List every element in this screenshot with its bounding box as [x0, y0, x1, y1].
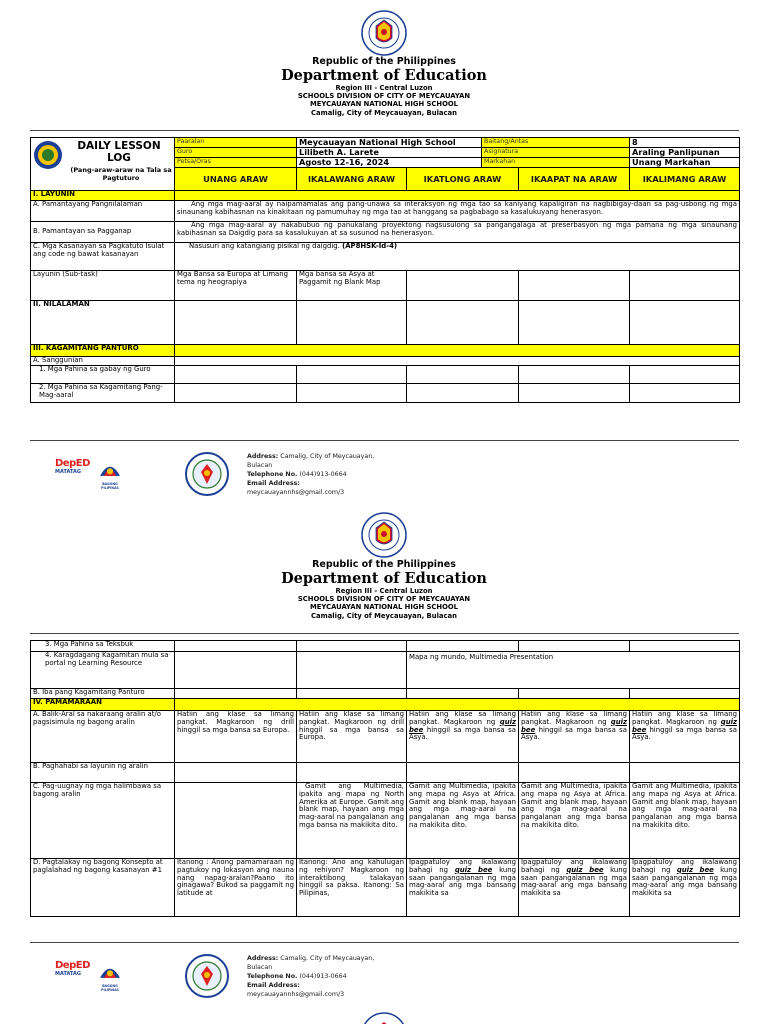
bagong-pilipinas-logo [93, 456, 127, 490]
pagtalakay-day-5 [630, 859, 740, 917]
guro-label: Guro [175, 148, 297, 158]
day-1-header: UNANG ARAW [175, 168, 297, 191]
dll-title-cell [31, 138, 175, 191]
balik-aral-day-4-pre: Hatiin ang klase sa limang pangkat. Magkaroon ng [521, 710, 627, 726]
school-seal-icon [185, 452, 229, 496]
day-5-header: IKALIMANG ARAW [630, 168, 740, 191]
pahina-gabay-day-1 [175, 366, 297, 384]
address-value: Camalig, City of Meycauayan, Bulacan [247, 453, 375, 469]
page-2 [0, 500, 768, 1024]
next-page-seal-icon [361, 1012, 407, 1024]
paaralan-label: Paaralan [175, 138, 297, 148]
markahan-value: Unang Markahan [630, 158, 740, 168]
pahina-kagamitan-day-5 [630, 384, 740, 403]
address-label-2: Address: [247, 955, 279, 962]
karagdagan-day-2 [297, 652, 407, 689]
telephone-label: Telephone No. [247, 471, 298, 478]
email-value: meycauayannhs@gmail.com/3 [247, 489, 345, 496]
deped-matatag-logo-2 [55, 960, 91, 990]
page-1-header [0, 56, 768, 117]
bagong-pilipinas-text: BAGONG PILIPINAS [101, 482, 119, 490]
balik-aral-label: A. Balik-Aral sa nakaraang aralin at/o pagsisimula ng bagong aralin [31, 711, 175, 763]
division-text-2: SCHOOLS DIVISION OF CITY OF MEYCAUAYAN [297, 595, 471, 604]
footer-rule [30, 440, 739, 441]
balik-aral-day-2: Hatiin ang klase sa limang pangkat. Magkaroon ng drill hinggil sa mga bansa sa Europa. [297, 711, 407, 763]
page-1 [0, 0, 768, 500]
paguugnay-day-2: Gamit ang Multimedia, ipakita ang mapa ng North Amerika at Europe. Gamit ang blank map, hayaan ang mga mag-aaral na pangalanan ang mga bansa na makikita dito. [297, 783, 407, 859]
pahina-kagamitan-day-3 [407, 384, 519, 403]
petsa-label: Petsa/Oras [175, 158, 297, 168]
pahina-gabay-day-3 [407, 366, 519, 384]
division-text: SCHOOLS DIVISION OF CITY OF MEYCAUAYAN [297, 92, 471, 101]
department-title-2: Department of Education [281, 570, 487, 587]
balik-aral-day-5-post: hinggil sa mga bansa sa Asya. [632, 725, 737, 742]
paghahabi-day-3 [407, 763, 519, 783]
teksbuk-day-4 [519, 641, 630, 652]
balik-aral-day-5 [630, 711, 740, 763]
paguugnay-day-3: Gamit ang Multimedia, ipakita ang mapa ng Asya at Africa. Gamit ang blank map, hayaan ang mga mag-aaral na pangalanan ang mga bansa na makikita dito. [407, 783, 519, 859]
balik-aral-day-1: Hatiin ang klase sa limang pangkat. Magkaroon ng drill hinggil sa mga bansa sa Europa. [175, 711, 297, 763]
paghahabi-day-5 [630, 763, 740, 783]
sanggunian-fill [175, 357, 740, 366]
school-text: MEYCAUAYAN NATIONAL HIGH SCHOOL [310, 100, 458, 109]
paguugnay-day-1 [175, 783, 297, 859]
balik-aral-day-4-post: hinggil sa mga bansa sa Asya. [521, 725, 627, 742]
telephone-value: (044)913-0664 [299, 471, 347, 478]
baitang-label: Baitang/Antas [482, 138, 630, 148]
address-block-2 [247, 954, 397, 999]
page-1-footer [55, 446, 455, 506]
paguugnay-day-5: Gamit ang Multimedia, ipakita ang mapa ng Asya at Africa. Gamit ang blank map, hayaan ang mga mag-aaral na pangalanan ang mga bansa na makikita dito. [630, 783, 740, 859]
pamantayan-pagganap-text: Ang mga mag-aaral ay nakabubuo ng panukalang proyektong nagsusulong sa pangangalaga at preserbasyon ng mga pamana ng mga sinaunang kabihasnan sa Daigdig para sa kasalukuyan at sa susunod na henerasyon. [175, 222, 740, 243]
telephone-label-2: Telephone No. [247, 973, 298, 980]
kasanayan-code: (AP8HSK-Id-4) [342, 242, 398, 250]
iba-pang-label: B. Iba pang Kagamitang Panturo [31, 689, 175, 699]
layunin-section: I. LAYUNIN [31, 191, 175, 201]
kagamitan-section: III. KAGAMITANG PANTURO [31, 345, 175, 357]
nilalaman-day-3 [407, 301, 519, 345]
iba-pang-day-3 [407, 689, 519, 699]
pagtalakay-day-3-post: kung saan pangangalanan ng mga mag-aaral ang mga bansang makikita sa [409, 865, 516, 898]
republic-text: Republic of the Philippines [312, 56, 456, 67]
teksbuk-day-5 [630, 641, 740, 652]
karagdagan-day-3-5: Mapa ng mundo, Multimedia Presentation [407, 652, 740, 689]
bagong-pilipinas-logo-2 [93, 958, 127, 992]
quiz-bee-term: quiz bee [676, 865, 714, 874]
paguugnay-label: C. Pag-uugnay ng mga halimbawa sa bagong aralin [31, 783, 175, 859]
teksbuk-day-2 [297, 641, 407, 652]
dll-title-line2: LOG [107, 152, 131, 164]
day-3-header: IKATLONG ARAW [407, 168, 519, 191]
quiz-bee-term: quiz bee [632, 717, 737, 734]
kasanayan-cell [175, 243, 740, 271]
nilalaman-day-1 [175, 301, 297, 345]
pahina-kagamitan-day-4 [519, 384, 630, 403]
layunin-section-fill [175, 191, 740, 201]
balik-aral-day-3-pre: Hatiin ang klase sa limang pangkat. Magkaroon ng [409, 710, 516, 726]
kagamitan-section-fill [175, 345, 740, 357]
department-title: Department of Education [281, 67, 487, 84]
pamamaraan-section: IV. PAMAMARAAN [31, 699, 175, 711]
pahina-gabay-day-2 [297, 366, 407, 384]
location-text-2: Camalig, City of Meycauayan, Bulacan [311, 611, 457, 620]
paguugnay-day-4: Gamit ang Multimedia, ipakita ang mapa ng Asya at Africa. Gamit ang blank map, hayaan ang mga mag-aaral na pangalanan ang mga bansa na makikita dito. [519, 783, 630, 859]
footer-rule-2 [30, 942, 739, 943]
paghahabi-day-2 [297, 763, 407, 783]
republic-text-2: Republic of the Philippines [312, 559, 456, 570]
deped-wordmark: DepED [55, 458, 90, 469]
header-rule-2 [30, 633, 739, 634]
baitang-value: 8 [630, 138, 740, 148]
balik-aral-day-4 [519, 711, 630, 763]
nilalaman-day-5 [630, 301, 740, 345]
matatag-wordmark-2: MATATAG [55, 971, 81, 977]
subtask-day-5 [630, 271, 740, 301]
iba-pang-day-5 [630, 689, 740, 699]
bagong-pilipinas-icon-2 [93, 958, 127, 984]
paghahabi-label: B. Paghahabi sa layunin ng aralin [31, 763, 175, 783]
pagtalakay-day-5-pre: Ipagpatuloy ang ikalawang bahagi ng [632, 858, 737, 874]
location-text: Camalig, City of Meycauayan, Bulacan [311, 108, 457, 117]
teksbuk-day-1 [175, 641, 297, 652]
pahina-kagamitan-label: 2. Mga Pahina sa Kagamitang Pang- Mag-aaral [31, 384, 175, 403]
pagtalakay-day-1: Itanong : Anong pamamaraan ng pagtukoy ng lokasyon ang nauna nang napag-aralan?Paano ito ginagawa? Bukod sa paggamit ng latitude at [175, 859, 297, 917]
address-label: Address: [247, 453, 279, 460]
pagtalakay-label: D. Pagtalakay ng bagong Konsepto at paglalahad ng bagong kasanayan #1 [31, 859, 175, 917]
email-value-2: meycauayannhs@gmail.com/3 [247, 991, 345, 998]
quiz-bee-term: quiz bee [409, 717, 516, 734]
dll-table-page-2 [30, 640, 740, 917]
dll-subtitle: (Pang-araw-araw na Tala sa Pagtuturo [70, 166, 172, 182]
pamamaraan-section-fill [175, 699, 740, 711]
balik-aral-day-3 [407, 711, 519, 763]
nilalaman-section: II. NILALAMAN [31, 301, 175, 345]
iba-pang-day-4 [519, 689, 630, 699]
day-2-header: IKALAWANG ARAW [297, 168, 407, 191]
subtask-day-3 [407, 271, 519, 301]
pagtalakay-day-5-post: kung saan pangangalanan ng mga mag-aaral ang mga bansang makikita sa [632, 865, 737, 898]
paaralan-value: Meycauayan National High School [297, 138, 482, 148]
telephone-value-2: (044)913-0664 [299, 973, 347, 980]
school-text-2: MEYCAUAYAN NATIONAL HIGH SCHOOL [310, 603, 458, 612]
matatag-wordmark: MATATAG [55, 469, 81, 475]
school-seal-icon-2 [185, 954, 229, 998]
page-2-footer [55, 948, 455, 1008]
balik-aral-day-5-pre: Hatiin ang klase sa limang pangkat. Magkaroon ng [632, 710, 737, 726]
karagdagan-day-1 [175, 652, 297, 689]
subtask-day-2: Mga bansa sa Asya at Paggamit ng Blank Map [297, 271, 407, 301]
pahina-kagamitan-day-2 [297, 384, 407, 403]
pamantayang-pangnilalaman-text: Ang mga mag-aaral ay naipamamalas ang pang-unawa sa interaksyon ng mga tao sa kaniyang kapaligiran na nagbibigay-daan sa pag-usbong ng mga sinaunang kabihasnan na kinakitaan ng pamumuhay ng mga tao at hanggang sa pagbabago sa kasalukuyang henerasyon. [175, 201, 740, 222]
subtask-label: Layunin (Sub-task) [31, 271, 175, 301]
pagtalakay-day-4 [519, 859, 630, 917]
bagong-pilipinas-icon [93, 456, 127, 482]
pahina-gabay-day-4 [519, 366, 630, 384]
balik-aral-day-3-post: hinggil sa mga bansa sa Asya. [409, 725, 516, 742]
pagtalakay-day-4-pre: Ipagpatuloy ang ikalawang bahagi ng [521, 858, 627, 874]
iba-pang-day-2 [297, 689, 407, 699]
pagtalakay-day-3 [407, 859, 519, 917]
teksbuk-day-3 [407, 641, 519, 652]
subtask-day-4 [519, 271, 630, 301]
pahina-gabay-day-5 [630, 366, 740, 384]
nilalaman-day-2 [297, 301, 407, 345]
dll-table-page-1 [30, 137, 740, 403]
iba-pang-day-1 [175, 689, 297, 699]
school-logo-icon [33, 140, 63, 170]
pamantayang-pangnilalaman-label: A. Pamantayang Pangnilalaman [31, 201, 175, 222]
deped-seal-icon-2 [361, 512, 407, 558]
day-4-header: IKAAPAT NA ARAW [519, 168, 630, 191]
asignatura-value: Araling Panlipunan [630, 148, 740, 158]
pagtalakay-day-3-pre: Ipagpatuloy ang ikalawang bahagi ng [409, 858, 516, 874]
paghahabi-day-1 [175, 763, 297, 783]
email-label: Email Address: [247, 480, 300, 487]
teksbuk-label: 3. Mga Pahina sa Teksbuk [31, 641, 175, 652]
markahan-label: Markahan [482, 158, 630, 168]
deped-seal-icon [361, 10, 407, 56]
paghahabi-day-4 [519, 763, 630, 783]
nilalaman-day-4 [519, 301, 630, 345]
header-rule [30, 130, 739, 131]
kasanayan-label: C. Mga Kasanayan sa Pagkatuto Isulat ang code ng bawat kasanayan [31, 243, 175, 271]
deped-wordmark-2: DepED [55, 960, 90, 971]
sanggunian-label: A. Sanggunian [31, 357, 175, 366]
petsa-value: Agosto 12-16, 2024 [297, 158, 482, 168]
quiz-bee-term: quiz bee [521, 717, 627, 734]
pagtalakay-day-2: Itanong: Ano ang kahulugan ng rehiyon? Magkaroon ng interaktibong talakayan hinggil sa paksa. Itanong: Sa Pilipinas, [297, 859, 407, 917]
pagtalakay-day-4-post: kung saan pangangalanan ng mga mag-aaral ang mga bansang makikita sa [521, 865, 627, 898]
subtask-day-1: Mga Bansa sa Europa at Limang tema ng heograpiya [175, 271, 297, 301]
address-value-2: Camalig, City of Meycauayan, Bulacan [247, 955, 375, 971]
page-2-header [0, 559, 768, 620]
dll-title-line1: DAILY LESSON [77, 140, 161, 152]
region-text-2: Region III - Central Luzon [335, 587, 433, 595]
deped-matatag-logo [55, 458, 91, 488]
bagong-pilipinas-text-2: BAGONG PILIPINAS [101, 984, 119, 992]
kasanayan-text: Nasusuri ang katangiang pisikal ng daigdig. [189, 242, 340, 250]
karagdagan-label: 4. Karagdagang Kagamitan mula sa portal ng Learning Resource [31, 652, 175, 689]
email-label-2: Email Address: [247, 982, 300, 989]
quiz-bee-term: quiz bee [566, 865, 604, 874]
region-text: Region III - Central Luzon [335, 84, 433, 92]
pahina-kagamitan-day-1 [175, 384, 297, 403]
asignatura-label: Asignatura [482, 148, 630, 158]
address-block [247, 452, 397, 497]
guro-value: Lilibeth A. Larete [297, 148, 482, 158]
quiz-bee-term: quiz bee [454, 865, 493, 874]
pamantayan-pagganap-label: B. Pamantayan sa Pagganap [31, 222, 175, 243]
pahina-gabay-label: 1. Mga Pahina sa gabay ng Guro [31, 366, 175, 384]
